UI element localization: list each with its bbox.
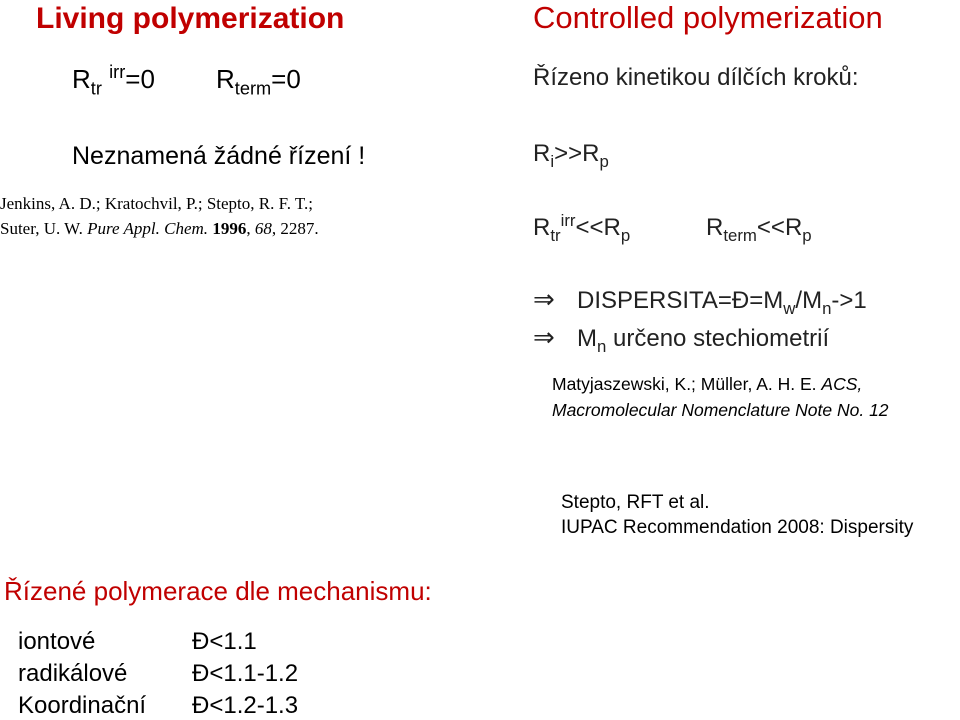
rate-transfer-irr: $R_{tr}$ $^{irr}$=0 <box>72 62 155 99</box>
right-title: Controlled polymerization <box>533 0 883 35</box>
left-title: Living polymerization <box>36 2 345 35</box>
rate-termination: $R_{term}=0$ <box>216 64 301 99</box>
mechanism-row: Koordinační Đ<1.2-1.3 <box>18 692 299 719</box>
implies-arrow-icon: ⇒ <box>533 322 555 352</box>
no-control-statement: Neznamená žádné řízení ! <box>72 142 366 170</box>
citation-matyjaszewski-line2: Macromolecular Nomenclature Note No. 12 <box>552 400 889 420</box>
mechanisms-title: Řízené polymerace dle mechanismu: <box>4 576 432 606</box>
citation-jenkins-line1: Jenkins, A. D.; Kratochvil, P.; Stepto, R. F. T.; <box>0 194 313 213</box>
result-stoichiometry: ⇒ $M_n$ určeno stechiometrií <box>533 322 830 356</box>
citation-jenkins-line2: Suter, U. W. Pure Appl. Chem. 1996, 68, 2287. <box>0 219 319 238</box>
condition-initiation: $R_i>>R_p$ <box>533 140 609 171</box>
citation-iupac: IUPAC Recommendation 2008: Dispersity <box>561 517 914 538</box>
result-dispersity: ⇒ $DISPERSITA=Đ=M_w/M_n->1$ <box>533 284 867 318</box>
citation-matyjaszewski-line1: Matyjaszewski, K.; Müller, A. H. E. ACS, <box>552 374 863 394</box>
implies-arrow-icon: ⇒ <box>533 284 555 314</box>
citation-stepto: Stepto, RFT et al. <box>561 492 710 513</box>
condition-transfer: $R_{tr}^{irr}<<R_p$ <box>533 210 631 245</box>
condition-termination: $R_{term}<<R_p$ <box>706 214 812 245</box>
kinetics-subtitle: Řízeno kinetikou dílčích kroků: <box>533 64 859 91</box>
mechanism-row: radikálové Đ<1.1-1.2 <box>18 660 299 687</box>
mechanism-row: iontové Đ<1.1 <box>18 628 257 655</box>
